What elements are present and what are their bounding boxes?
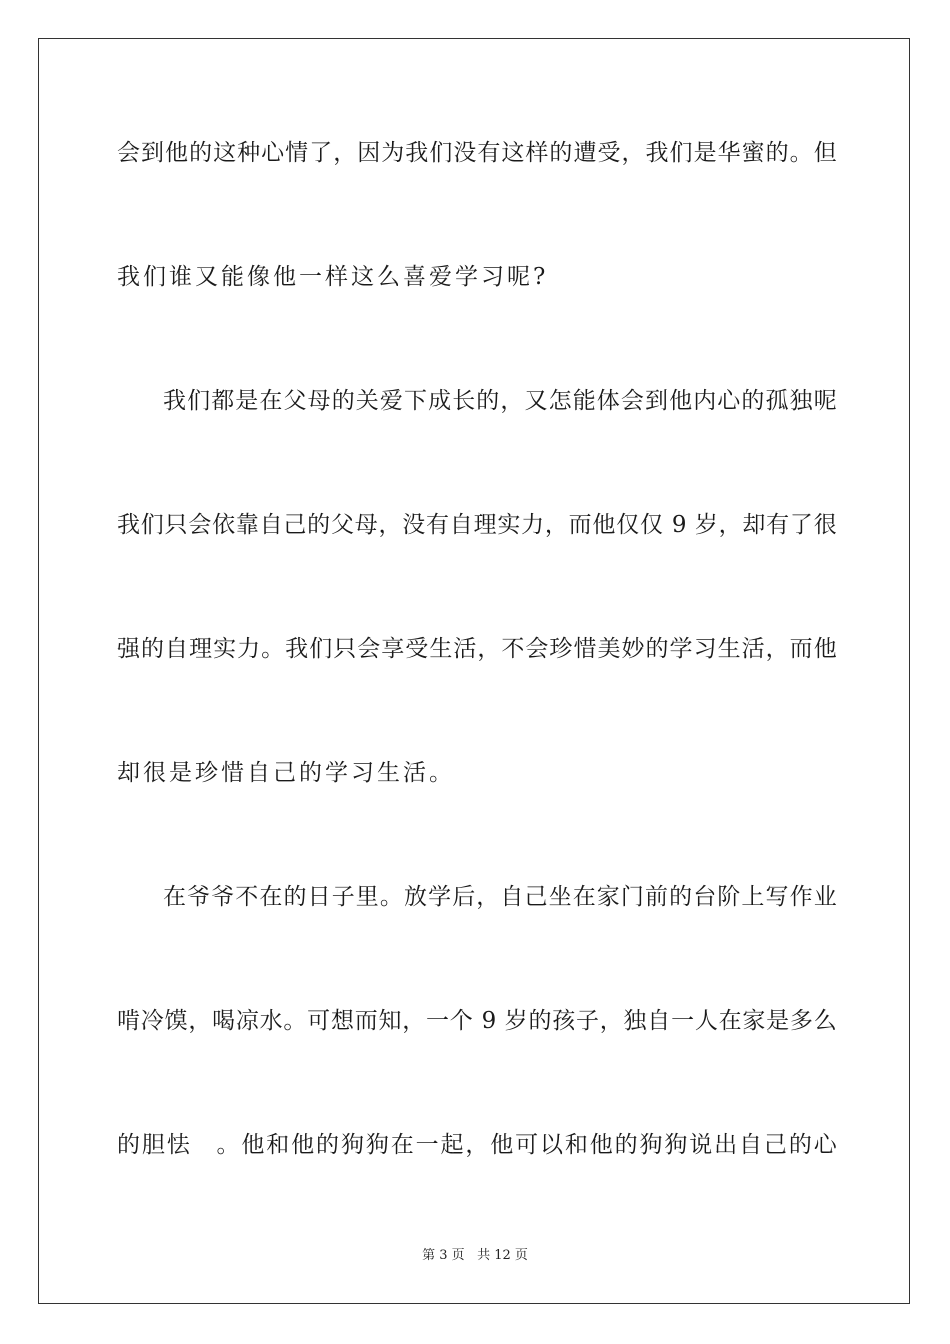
text-line: 会到他的这种心情了，因为我们没有这样的遭受，我们是华蜜的。但 xyxy=(117,140,837,166)
text-line: 我们谁又能像他一样这么喜爱学习呢? xyxy=(117,264,549,290)
text-line: 强的自理实力。我们只会享受生活，不会珍惜美妙的学习生活，而他 xyxy=(117,636,837,662)
page-number: 第 3 页 xyxy=(422,1248,465,1263)
paragraph-start-line: 我们都是在父母的关爱下成长的，又怎能体会到他内心的孤独呢 xyxy=(163,388,837,414)
text-line: 却很是珍惜自己的学习生活。 xyxy=(117,760,455,786)
text-line: 我们只会依靠自己的父母，没有自理实力，而他仅仅 9 岁，却有了很 xyxy=(117,512,837,538)
page-border xyxy=(38,38,910,1304)
page-total: 共 12 页 xyxy=(477,1248,528,1263)
page-footer xyxy=(0,1248,950,1264)
text-line: 啃冷馍，喝凉水。可想而知，一个 9 岁的孩子，独自一人在家是多么 xyxy=(117,1008,837,1034)
paragraph-start-line: 在爷爷不在的日子里。放学后，自己坐在家门前的台阶上写作业 xyxy=(163,884,837,910)
text-line: 的胆怯 。他和他的狗狗在一起，他可以和他的狗狗说出自己的心 xyxy=(117,1132,837,1158)
